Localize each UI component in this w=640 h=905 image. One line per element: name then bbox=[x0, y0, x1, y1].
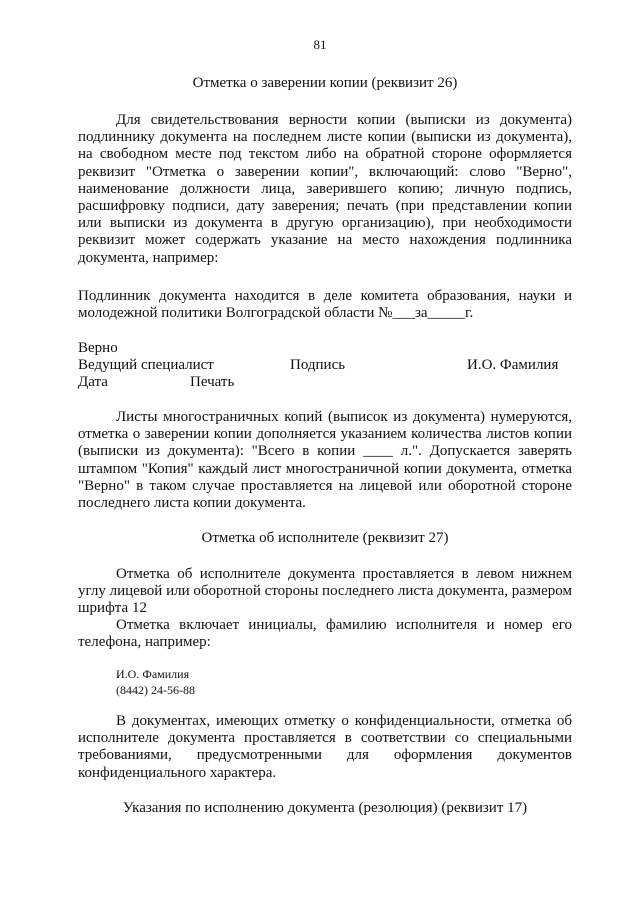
certification-word: Верно bbox=[78, 340, 118, 356]
certification-name: И.О. Фамилия bbox=[467, 357, 559, 373]
paragraph-executor-mark-contents: Отметка включает инициалы, фамилию исполнителя и номер его телефона, например: bbox=[78, 617, 572, 651]
certification-example-block bbox=[78, 340, 572, 391]
page-number: 81 bbox=[313, 37, 327, 52]
executor-example-name: И.О. Фамилия bbox=[116, 667, 190, 681]
heading-resolution: Указания по исполнению документа (резолюция) (реквизит 17) bbox=[122, 800, 528, 816]
certification-signature: Подпись bbox=[290, 357, 346, 373]
paragraph-original-location-example: Подлинник документа находится в деле комитета образования, науки и молодежной политики Волгоградской области №___за_____г. bbox=[78, 288, 572, 322]
paragraph-multipage-copies: Листы многостраничных копий (выписок из документа) нумеруются, отметка о заверении копии дополняется указанием количества листов копии (выписки из документа): "Всего в копии ____ л.". Допускается заверять штампом "Копия" каждый лист многостраничной копии документа, отметка "Верно" в таком случае проставляется на лицевой или оборотной стороне последнего листа копии документа. bbox=[78, 409, 572, 512]
executor-example-phone: (8442) 24-56-88 bbox=[116, 683, 195, 697]
heading-executor-mark: Отметка об исполнителе (реквизит 27) bbox=[201, 530, 449, 546]
certification-date: Дата bbox=[78, 374, 108, 390]
paragraph-confidential-documents: В документах, имеющих отметку о конфиденциальности, отметка об исполнителе документа проставляется в соответствии со специальными требованиями, предусмотренными для оформления документов конфиденциального характера. bbox=[78, 713, 572, 781]
certification-seal: Печать bbox=[190, 374, 235, 390]
heading-copy-certification: Отметка о заверении копии (реквизит 26) bbox=[192, 75, 458, 91]
paragraph-copy-certification-intro: Для свидетельствования верности копии (выписки из документа) подлиннику документа на последнем листе копии (выписки из документа), на свободном месте под текстом либо на обратной стороне оформляется реквизит "Отметка о заверении копии", включающий: слово "Верно", наименование должности лица, заверившего копию; личную подпись, расшифровку подписи, дату заверения; печать (при представлении копии или выписки из документа в другую организацию), при необходимости реквизит может содержать указание на место нахождения подлинника документа, например: bbox=[78, 112, 572, 266]
certification-position: Ведущий специалист bbox=[78, 357, 214, 373]
paragraph-executor-mark-placement: Отметка об исполнителе документа проставляется в левом нижнем углу лицевой или оборотной стороны последнего листа документа, размером шрифта 12 bbox=[78, 566, 573, 617]
